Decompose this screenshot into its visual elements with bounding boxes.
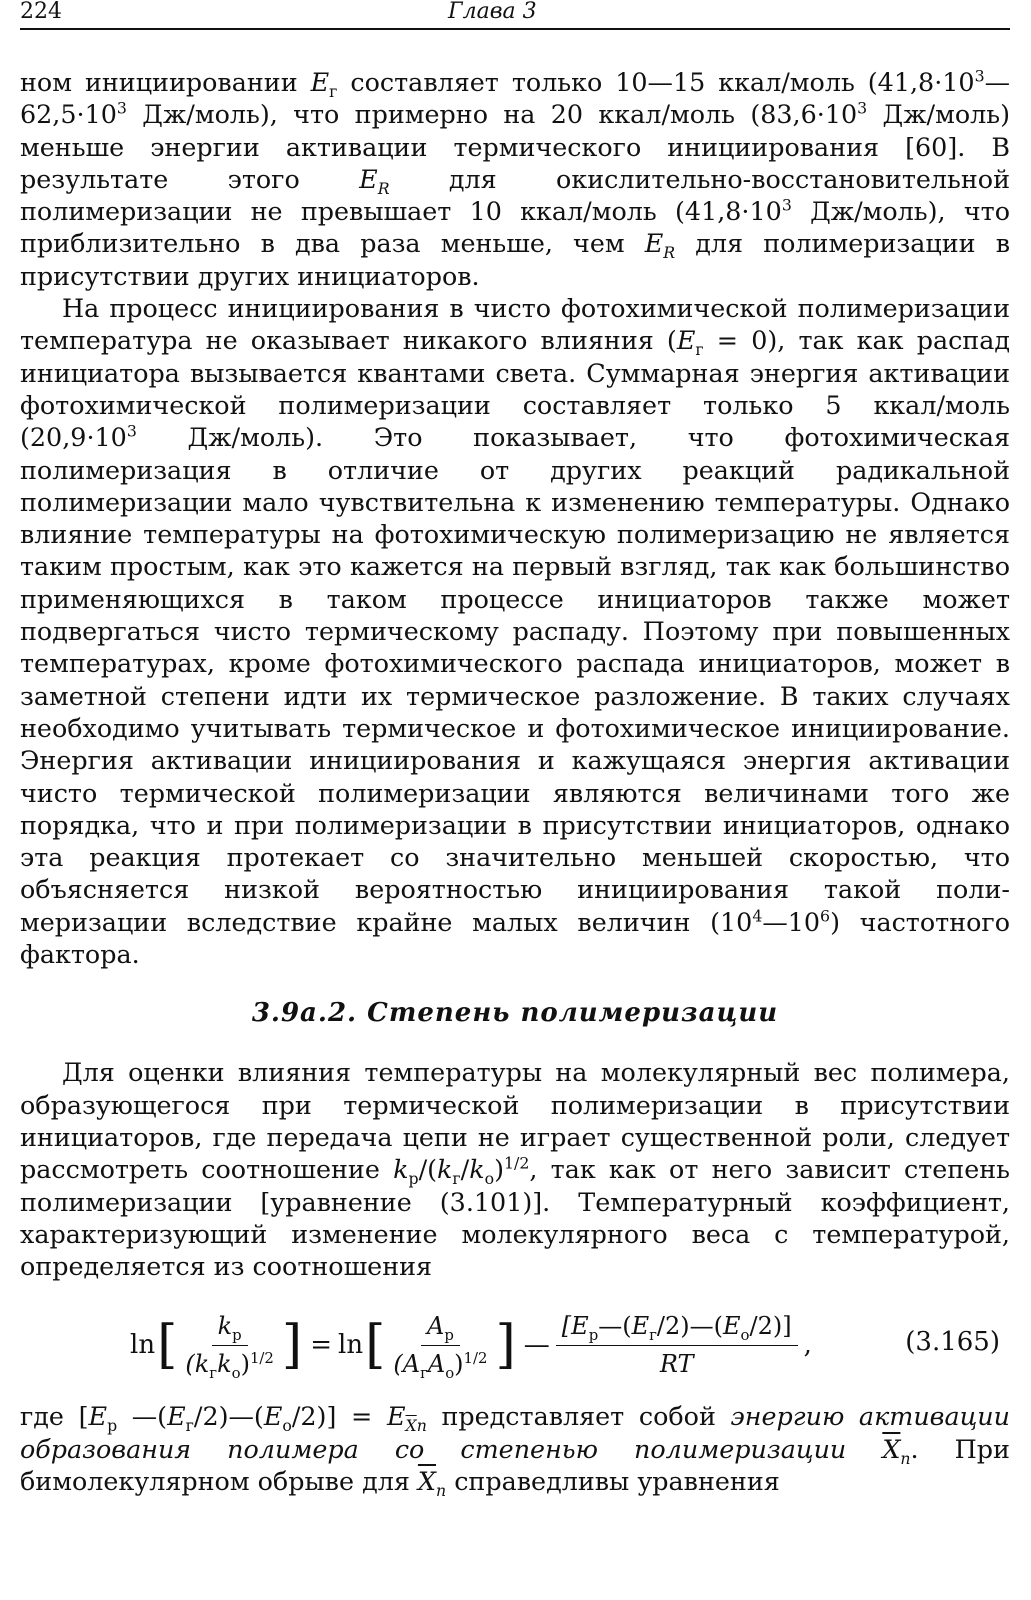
chapter-title: Глава 3 [448,0,537,24]
paragraph-1: ном инициировании $E_г$ составляет только 10—15 ккал/моль ($41,8\cdot 10^3—62,5\cdot 10^3$ Дж/моль), что примерно на 20 ккал/моль ($83,6\cdot 10^3$ Дж/моль) меньше энергии активации термического инициирования [60]. В результате этого $E_R$ для окислительно-восстановительной полимеризации не превышает 10 ккал/моль ($41,8\cdot 10^3$ Дж/моль), что приблизительно в два раза меньше, чем $E_R$ для полимеризации в присутствии других инициаторов. [20,66,1010,291]
rhs-fraction-1: $\frac{A_р}{(A_гA_о)^{1/2}}$ [393,1312,488,1382]
paragraph-4: где [$E_р$ $—(E_г/2)—(E_о/2)] = E_{\overline{X}n}$ представляет собой энергию активации образования полимера со степенью полимеризации $\overline{X}_n$. При бимолекулярном обрыве для $\overline{X}_n$ справедливы уравнения [20,1401,1011,1501]
section-title: 3.9а.2. Степень полимеризации [251,998,779,1029]
lhs-fraction: $\frac{k_р}{(k_гk_о)^{1/2}}$ [185,1312,274,1382]
page-number: 224 [20,0,62,24]
body-text [20,66,1011,1501]
equation-3-165 [20,1302,1010,1386]
rhs-fraction-2: $\frac{[E_р—(E_г/2)—(E_о/2)]}{RT}$ [556,1310,798,1380]
paragraph-3: Для оценки влияния температуры на молекулярный вес полимера, образующегося при термической полимеризации в присутствии инициаторов, где передача цепи не играет существенной роли, следует рассмотреть соотношение $k_р/(k_г/k_о)^{1/2}$, так как от него зависит степень полимеризации [уравнение (3.101)]. Температурный коэффициент, характеризующий изменение молекулярного веса с температурой, определяется из соотношения [20,1057,1010,1282]
equation-number: (3.165) [905,1327,1000,1358]
book-page [20,0,1010,1600]
paragraph-2: На процесс инициирования в чисто фотохимической полимеризации температура не оказывает никакого влияния $(E_г = 0)$, так как распад инициатора вызывается квантами света. Суммарная энергия активации фотохимической полимеризации составляет только 5 ккал/моль ($20,9\cdot 10^3$ Дж/моль). Это показывает, что фотохимическая полимеризация в отличие от других реакций радикальной полимеризации мало чувствительна к изменению температуры. Однако влияние температуры на фотохимическую полимеризацию не является таким простым, как это кажется на первый взгляд, так как большинство применяющихся в таком процессе инициаторов также может подвергаться чисто термическому распаду. Поэтому при повышенных температурах, кроме фотохимического распада инициаторов, может в заметной степени идти их термическое разложение. В таких случаях необходимо учитывать термическое и фотохимическое инициирование. Энергия активации инициирования и кажущаяся энергия активации чисто термической полимеризации являются величинами того же порядка, что и при полимеризации в присутствии инициаторов, однако эта реакция протекает со значительно меньшей скоростью, что объясняется низкой вероятностью инициирования такой полимеризации вследствие крайне малых величин $(10^4—10^6)$ частотного фактора. [20,293,1011,970]
equation-body: ln [ $\frac{k_р}{(k_гk_о)^{1/2}}$ ] = ln [ $\frac{A_р}{(A_гA_о)^{1/2}}$ ] — $\frac{[E_р—(E_г/2)—(E_о/2)]}{RT}$ , [130,1312,812,1382]
running-head [20,0,1010,30]
